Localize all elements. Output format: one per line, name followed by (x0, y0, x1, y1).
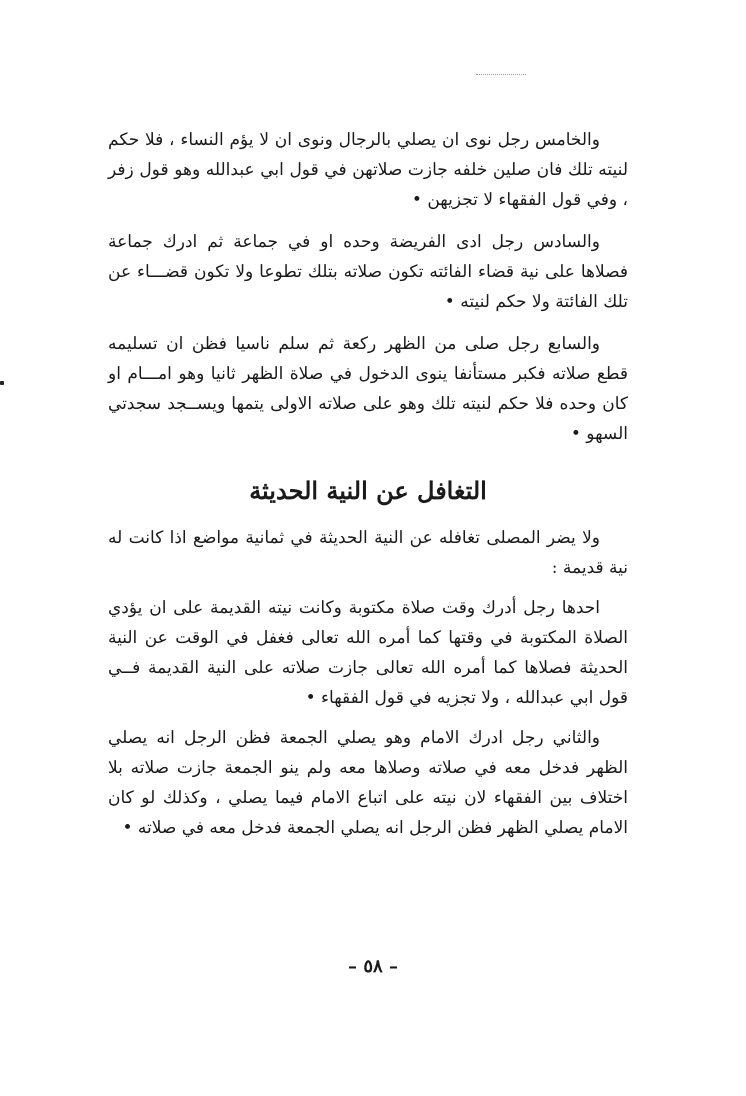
paragraph-sixth: والسادس رجل ادى الفريضة وحده او في جماعة ثم ادرك جماعة فصلاها على نية قضاء الفائته تكون صلاته بتلك تطوعا ولا تكون قضـــاء عن تلك الفائتة ولا حكم لنيته • (108, 232, 628, 312)
paragraph-fifth: والخامس رجل نوى ان يصلي بالرجال ونوى ان لا يؤم النساء ، فلا حكم لنيته تلك فان صلين خلفه جازت صلاتهن في قول ابي عبدالله وهو قول زفر ، وفي قول الفقهاء لا تجزيهن • (108, 130, 628, 210)
paragraph-intro: ولا يضر المصلى تغافله عن النية الحديثة في ثمانية مواضع اذا كانت له نية قديمة : (108, 528, 628, 578)
page-body (108, 125, 628, 843)
paragraph-second-case: والثاني رجل ادرك الامام وهو يصلي الجمعة فظن الرجل انه يصلي الظهر فدخل معه في صلاته وصلاها معه ولم ينو الجمعة جازت صلاته بلا اختلاف بين الفقهاء لان نيته على اتباع الامام فيما يصلي ، وكذلك لو كان الامام يصلي الظهر فظن الرجل انه يصلي الجمعة فدخل معه في صلاته • (108, 728, 628, 838)
header-dotted-rule (476, 74, 526, 75)
margin-mark (0, 381, 4, 385)
paragraph-first-case: احدها رجل أدرك وقت صلاة مكتوبة وكانت نيته القديمة على ان يؤدي الصلاة المكتوبة في وقتها كما أمره الله تعالى فغفل في الوقت عن النية الحديثة فصلاها كما أمره الله تعالى جازت صلاته على النية القديمة فــي قول ابي عبدالله ، ولا تجزيه في قول الفقهاء • (108, 598, 628, 708)
paragraph-seventh: والسابع رجل صلى من الظهر ركعة ثم سلم ناسيا فظن ان تسليمه قطع صلاته فكبر مستأنفا ينوى الدخول في صلاة الظهر ثانيا وهو امـــام او كان وحده فلا حكم لنيته تلك وهو على صلاته الاولى يتمها ويســجد سجدتي السهو • (108, 334, 628, 444)
section-heading: التغافل عن النية الحديثة (249, 476, 487, 505)
page-number: – ٥٨ – (348, 956, 398, 977)
